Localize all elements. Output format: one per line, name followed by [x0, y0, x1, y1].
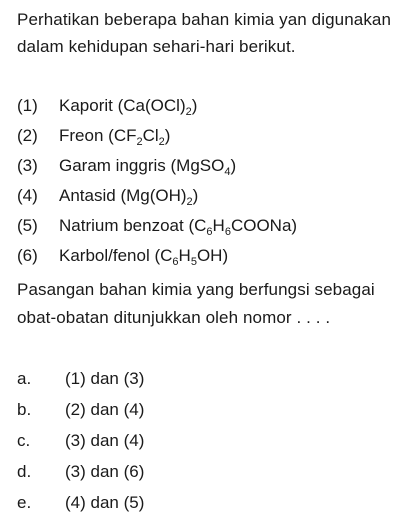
formula-subscript: 2	[136, 136, 143, 148]
answer-option-b[interactable]	[17, 394, 144, 425]
item-number: (2)	[17, 126, 38, 145]
item-number: (4)	[17, 186, 38, 205]
item-name: Freon	[59, 126, 104, 145]
option-text: (3) dan (6)	[65, 462, 145, 481]
option-letter: b.	[17, 400, 32, 419]
formula-subscript: 2	[186, 196, 193, 208]
item-text	[59, 91, 197, 121]
item-formula: $(CF_2Cl_2)$	[108, 126, 171, 148]
answer-option-e[interactable]	[17, 487, 144, 518]
answer-option-a[interactable]	[17, 363, 144, 394]
list-item	[17, 211, 297, 241]
option-letter: d.	[17, 462, 32, 481]
formula-subscript: 2	[185, 106, 192, 118]
item-text	[59, 211, 297, 241]
intro-text: Perhatikan beberapa bahan kimia yan digunakan dalam kehidupan sehari-hari berikut.	[17, 10, 392, 56]
answer-option-d[interactable]	[17, 456, 144, 487]
item-name: Garam inggris	[59, 156, 166, 175]
item-formula: $(C_6H_5OH)$	[154, 246, 229, 268]
item-name: Natrium benzoat	[59, 216, 184, 235]
option-letter: a.	[17, 369, 32, 388]
item-text	[59, 181, 198, 211]
item-number: (6)	[17, 246, 38, 265]
option-text: (3) dan (4)	[65, 431, 145, 450]
item-formula: $(Ca(OCl)_2)$	[117, 96, 198, 118]
formula-subscript: 4	[224, 166, 231, 178]
option-text: (4) dan (5)	[65, 493, 145, 512]
option-letter: c.	[17, 431, 31, 450]
formula-subscript: 6	[172, 256, 179, 268]
answer-option-c[interactable]	[17, 425, 144, 456]
item-formula: $(C_6H_6COONa)$	[188, 216, 298, 238]
item-number: (5)	[17, 216, 38, 235]
item-text	[59, 121, 170, 151]
item-formula: $(Mg(OH)_2)$	[120, 186, 199, 208]
option-letter: e.	[17, 493, 32, 512]
formula-subscript: 6	[224, 226, 231, 238]
item-number: (1)	[17, 96, 38, 115]
item-text	[59, 151, 236, 181]
option-text: (1) dan (3)	[65, 369, 145, 388]
formula-subscript: 6	[206, 226, 213, 238]
option-text: (2) dan (4)	[65, 400, 145, 419]
list-item	[17, 121, 297, 151]
item-text	[59, 241, 228, 271]
list-item	[17, 151, 297, 181]
item-formula: (MgSO$_4$)	[170, 156, 237, 178]
chemical-list	[17, 91, 297, 271]
list-item	[17, 91, 297, 121]
item-name: Karbol/fenol	[59, 246, 150, 265]
list-item	[17, 181, 297, 211]
formula-subscript: 2	[158, 136, 165, 148]
question-text: Pasangan bahan kimia yang berfungsi sebagai obat-obatan ditunjukkan oleh nomor . . . .	[17, 280, 375, 327]
formula-subscript: 5	[190, 256, 197, 268]
item-name: Kaporit	[59, 96, 113, 115]
list-item	[17, 241, 297, 271]
item-name: Antasid	[59, 186, 116, 205]
answer-options	[17, 363, 144, 518]
item-number: (3)	[17, 156, 38, 175]
